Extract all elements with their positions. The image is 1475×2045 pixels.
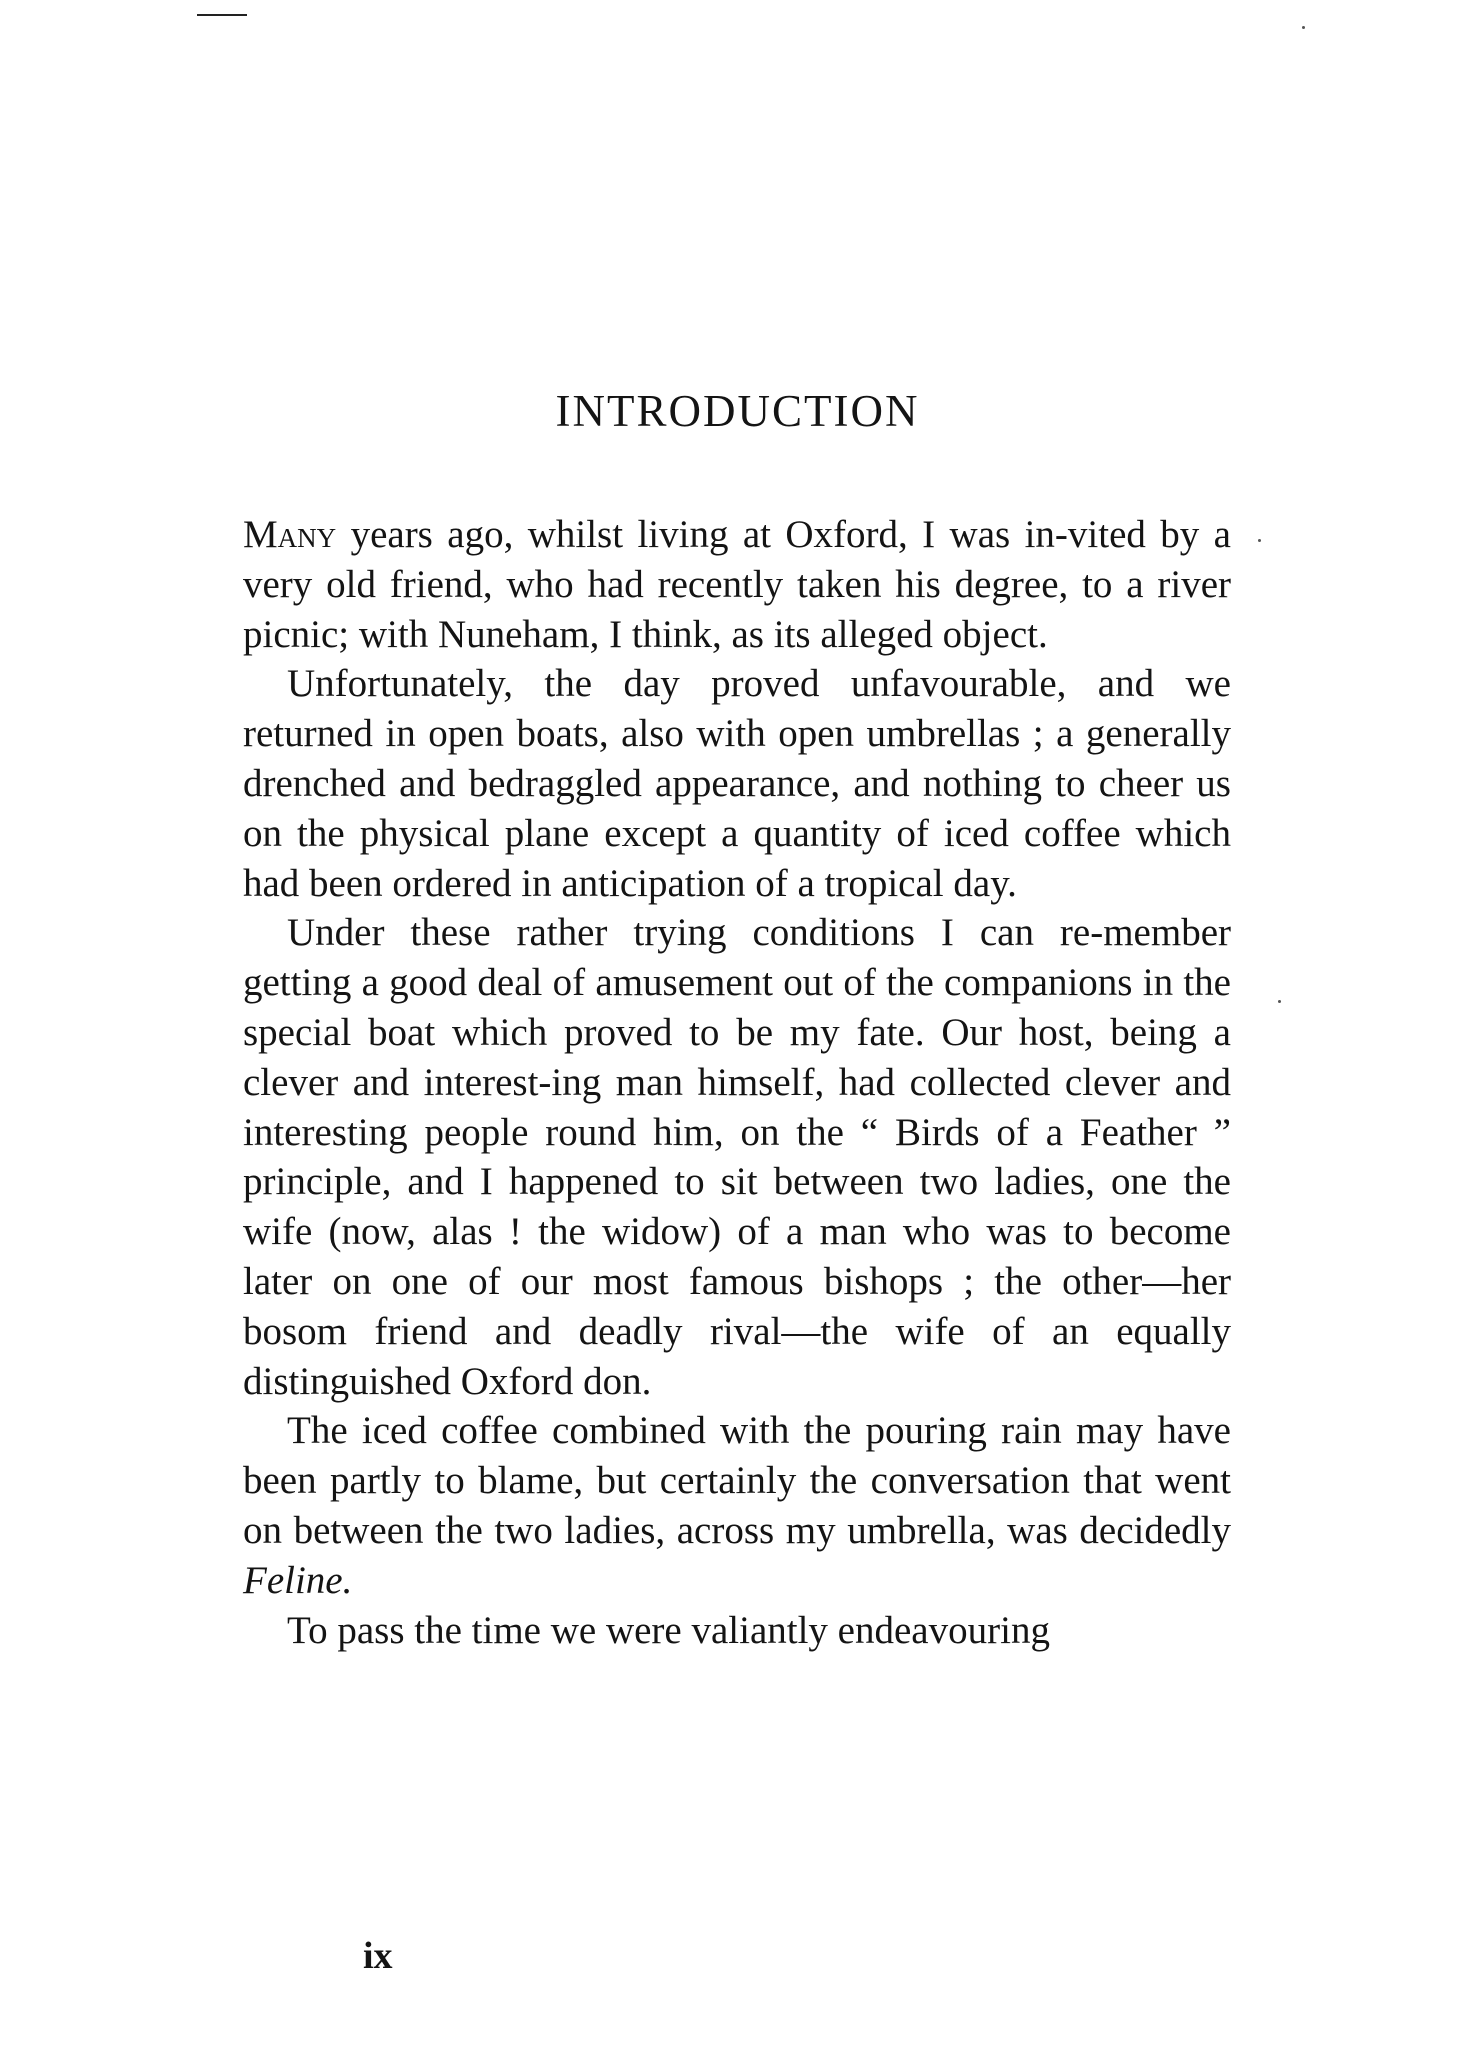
paragraph-3: Under these rather trying conditions I can re-member getting a good deal of amusement out of the companions in the special boat which proved to be my fate. Our host, being a clever and interest-ing man himself, had collected clever and interesting people round him, on the “ Birds of a Feather ” principle, and I happened to sit between two ladies, one the wife (now, alas ! the widow) of a man who was to become later on one of our most famous bishops ; the other—her bosom friend and deadly rival—the wife of an equally distinguished Oxford don. xyxy=(243,911,1231,1403)
paragraph-4 xyxy=(243,1406,1231,1605)
paragraph-1-text: years ago, whilst living at Oxford, I was in-vited by a very old friend, who had recently taken his degree, to a river picnic; with Nuneham, I think, as its alleged object. xyxy=(243,513,1231,656)
paragraph-1 xyxy=(243,510,1231,659)
paragraph-2: Unfortunately, the day proved unfavourable, and we returned in open boats, also with open umbrellas ; a generally drenched and bedraggled appearance, and nothing to cheer us on the physical plane except a quantity of iced coffee which had been ordered in anticipation of a tropical day. xyxy=(243,662,1231,905)
paper-speck xyxy=(1258,539,1261,542)
paper-speck xyxy=(1278,1000,1281,1003)
paragraph-5: To pass the time we were valiantly endeavouring xyxy=(287,1608,1050,1652)
italic-word: Feline. xyxy=(243,1558,353,1602)
paragraph-lead-word: Many xyxy=(243,513,337,556)
page-number: ix xyxy=(363,1935,393,1977)
paragraph-4-text: The iced coffee combined with the pouring rain may have been partly to blame, but certainly the conversation that went on between the two ladies, across my umbrella, was decidedly xyxy=(243,1409,1231,1552)
page-title: INTRODUCTION xyxy=(555,386,920,436)
top-rule-mark xyxy=(197,14,247,16)
body-text xyxy=(243,510,1231,1655)
paper-speck xyxy=(1302,26,1305,29)
